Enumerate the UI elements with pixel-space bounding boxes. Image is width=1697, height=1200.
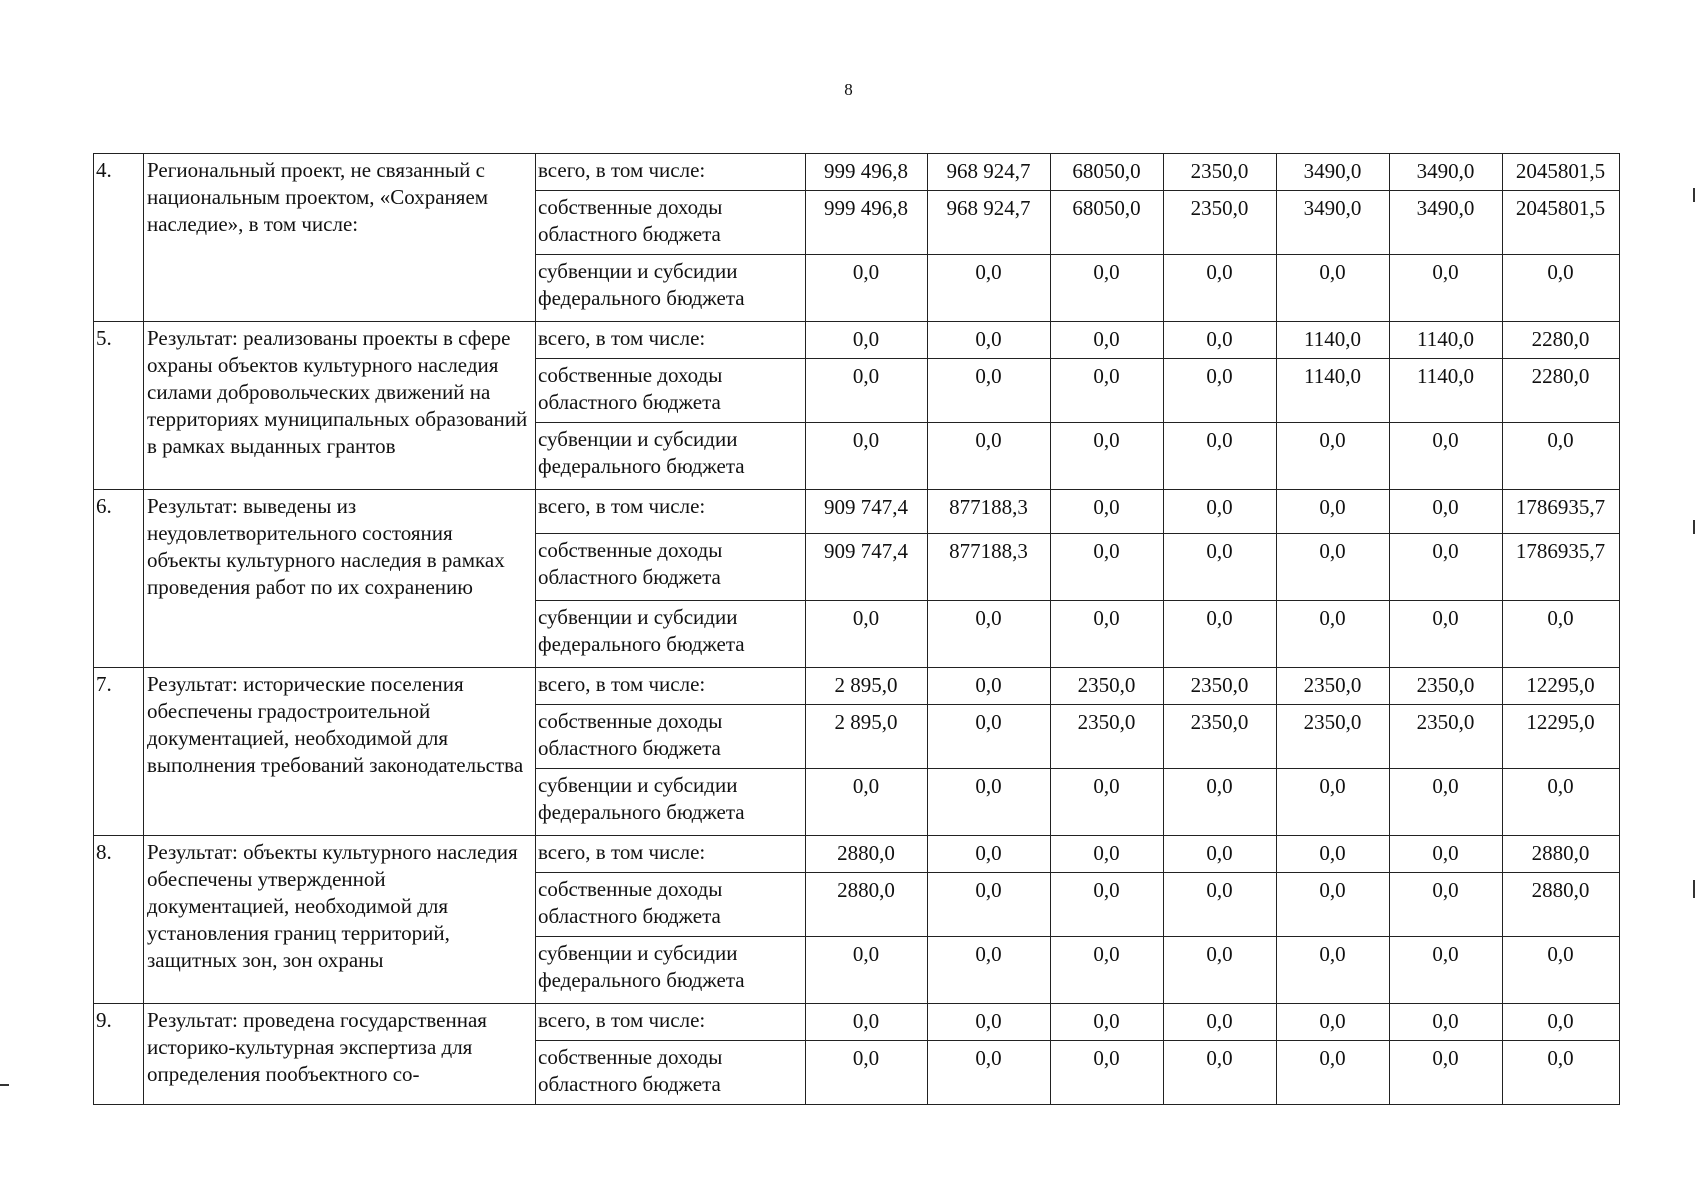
amount-cell: 3490,0 (1390, 154, 1503, 191)
amount-cell: 0,0 (1164, 1041, 1277, 1105)
amount-cell: 2 895,0 (806, 668, 928, 705)
amount-cell: 0,0 (928, 1004, 1051, 1041)
amount-cell: 0,0 (1164, 601, 1277, 668)
table-row (94, 836, 1620, 873)
amount-cell: 999 496,8 (806, 191, 928, 255)
amount-cell: 2350,0 (1164, 191, 1277, 255)
amount-cell: 0,0 (1164, 937, 1277, 1004)
amount-cell: 2350,0 (1277, 705, 1390, 769)
amount-cell: 2350,0 (1277, 668, 1390, 705)
funding-source: субвенции и субсидии федерального бюджета (536, 769, 806, 836)
amount-cell: 0,0 (1164, 769, 1277, 836)
amount-cell: 68050,0 (1051, 154, 1164, 191)
amount-cell: 0,0 (1051, 836, 1164, 873)
amount-cell: 0,0 (1390, 1041, 1503, 1105)
margin-mark (0, 1084, 9, 1086)
amount-cell: 1786935,7 (1503, 534, 1620, 601)
funding-source: собственные доходы областного бюджета (536, 534, 806, 601)
funding-source: субвенции и субсидии федерального бюджета (536, 255, 806, 322)
amount-cell: 0,0 (1051, 359, 1164, 423)
amount-cell: 0,0 (1390, 873, 1503, 937)
margin-mark (1693, 520, 1695, 534)
amount-cell: 0,0 (928, 937, 1051, 1004)
amount-cell: 0,0 (928, 423, 1051, 490)
funding-source: собственные доходы областного бюджета (536, 359, 806, 423)
amount-cell: 0,0 (1051, 873, 1164, 937)
amount-cell: 0,0 (1051, 255, 1164, 322)
row-number: 6. (94, 490, 144, 668)
funding-source: всего, в том числе: (536, 154, 806, 191)
funding-source: всего, в том числе: (536, 836, 806, 873)
row-number: 9. (94, 1004, 144, 1105)
amount-cell: 0,0 (1164, 873, 1277, 937)
amount-cell: 999 496,8 (806, 154, 928, 191)
amount-cell: 0,0 (806, 769, 928, 836)
amount-cell: 2045801,5 (1503, 154, 1620, 191)
funding-source: субвенции и субсидии федерального бюджета (536, 937, 806, 1004)
amount-cell: 0,0 (1390, 836, 1503, 873)
amount-cell: 877188,3 (928, 490, 1051, 534)
row-description: Результат: объекты культурного наследия обеспечены утвержденной документацией, необходимой для установления границ территорий, защитных зон, зон охраны (144, 836, 536, 1004)
amount-cell: 0,0 (928, 1041, 1051, 1105)
table-row (94, 322, 1620, 359)
amount-cell: 0,0 (1277, 534, 1390, 601)
amount-cell: 0,0 (1164, 255, 1277, 322)
amount-cell: 2350,0 (1164, 705, 1277, 769)
amount-cell: 0,0 (806, 1004, 928, 1041)
amount-cell: 0,0 (1503, 423, 1620, 490)
margin-mark (1693, 880, 1695, 898)
amount-cell: 0,0 (1277, 836, 1390, 873)
amount-cell: 2880,0 (1503, 873, 1620, 937)
amount-cell: 0,0 (928, 836, 1051, 873)
amount-cell: 0,0 (1277, 873, 1390, 937)
amount-cell: 877188,3 (928, 534, 1051, 601)
amount-cell: 2880,0 (806, 836, 928, 873)
amount-cell: 0,0 (1390, 769, 1503, 836)
page-number: 8 (844, 80, 853, 99)
amount-cell: 0,0 (1051, 534, 1164, 601)
amount-cell: 0,0 (1051, 490, 1164, 534)
table-row (94, 154, 1620, 191)
row-number: 8. (94, 836, 144, 1004)
amount-cell: 0,0 (1051, 1004, 1164, 1041)
amount-cell: 909 747,4 (806, 534, 928, 601)
table-row (94, 1004, 1620, 1041)
amount-cell: 0,0 (1503, 601, 1620, 668)
amount-cell: 2880,0 (806, 873, 928, 937)
amount-cell: 0,0 (1051, 769, 1164, 836)
amount-cell: 2350,0 (1390, 705, 1503, 769)
amount-cell: 0,0 (806, 322, 928, 359)
amount-cell: 3490,0 (1277, 191, 1390, 255)
amount-cell: 2350,0 (1164, 668, 1277, 705)
amount-cell: 2280,0 (1503, 322, 1620, 359)
amount-cell: 0,0 (928, 359, 1051, 423)
amount-cell: 0,0 (806, 1041, 928, 1105)
row-number: 7. (94, 668, 144, 836)
amount-cell: 3490,0 (1390, 191, 1503, 255)
amount-cell: 909 747,4 (806, 490, 928, 534)
amount-cell: 2350,0 (1164, 154, 1277, 191)
amount-cell: 12295,0 (1503, 705, 1620, 769)
funding-source: собственные доходы областного бюджета (536, 873, 806, 937)
amount-cell: 0,0 (1390, 1004, 1503, 1041)
amount-cell: 1140,0 (1277, 322, 1390, 359)
funding-source: субвенции и субсидии федерального бюджета (536, 601, 806, 668)
amount-cell: 0,0 (1277, 1004, 1390, 1041)
table-row (94, 668, 1620, 705)
funding-source: всего, в том числе: (536, 1004, 806, 1041)
amount-cell: 0,0 (1164, 836, 1277, 873)
amount-cell: 3490,0 (1277, 154, 1390, 191)
amount-cell: 0,0 (1277, 1041, 1390, 1105)
funding-source: всего, в том числе: (536, 322, 806, 359)
amount-cell: 0,0 (1390, 601, 1503, 668)
amount-cell: 0,0 (928, 705, 1051, 769)
amount-cell: 0,0 (1390, 423, 1503, 490)
row-number: 4. (94, 154, 144, 322)
amount-cell: 968 924,7 (928, 191, 1051, 255)
amount-cell: 12295,0 (1503, 668, 1620, 705)
amount-cell: 0,0 (1503, 1004, 1620, 1041)
amount-cell: 0,0 (1503, 1041, 1620, 1105)
amount-cell: 0,0 (806, 255, 928, 322)
amount-cell: 0,0 (928, 769, 1051, 836)
amount-cell: 0,0 (1164, 322, 1277, 359)
amount-cell: 0,0 (1503, 255, 1620, 322)
amount-cell: 0,0 (806, 937, 928, 1004)
amount-cell: 0,0 (1277, 769, 1390, 836)
funding-source: субвенции и субсидии федерального бюджета (536, 423, 806, 490)
amount-cell: 0,0 (1277, 937, 1390, 1004)
amount-cell: 1140,0 (1390, 322, 1503, 359)
funding-source: всего, в том числе: (536, 668, 806, 705)
amount-cell: 0,0 (1164, 534, 1277, 601)
amount-cell: 2 895,0 (806, 705, 928, 769)
funding-source: собственные доходы областного бюджета (536, 705, 806, 769)
table-row (94, 490, 1620, 534)
funding-source: всего, в том числе: (536, 490, 806, 534)
amount-cell: 0,0 (1051, 601, 1164, 668)
amount-cell: 0,0 (1051, 322, 1164, 359)
amount-cell: 0,0 (1503, 937, 1620, 1004)
amount-cell: 1140,0 (1277, 359, 1390, 423)
row-description: Результат: выведены из неудовлетворительного состояния объекты культурного наследия в рамках проведения работ по их сохранению (144, 490, 536, 668)
row-description: Результат: исторические поселения обеспечены градостроительной документацией, необходимой для выполнения требований законодательства (144, 668, 536, 836)
amount-cell: 0,0 (1277, 490, 1390, 534)
amount-cell: 0,0 (1051, 423, 1164, 490)
amount-cell: 0,0 (928, 601, 1051, 668)
amount-cell: 1140,0 (1390, 359, 1503, 423)
amount-cell: 0,0 (806, 423, 928, 490)
amount-cell: 0,0 (1390, 534, 1503, 601)
funding-source: собственные доходы областного бюджета (536, 1041, 806, 1105)
amount-cell: 0,0 (1277, 601, 1390, 668)
amount-cell: 2350,0 (1390, 668, 1503, 705)
amount-cell: 0,0 (1390, 255, 1503, 322)
amount-cell: 0,0 (1164, 423, 1277, 490)
amount-cell: 0,0 (1164, 490, 1277, 534)
amount-cell: 2880,0 (1503, 836, 1620, 873)
amount-cell: 968 924,7 (928, 154, 1051, 191)
amount-cell: 0,0 (1503, 769, 1620, 836)
margin-mark (1693, 188, 1695, 202)
row-description: Результат: реализованы проекты в сфере охраны объектов культурного наследия силами добровольческих движений на территориях муниципальных образований в рамках выданных грантов (144, 322, 536, 490)
amount-cell: 68050,0 (1051, 191, 1164, 255)
amount-cell: 2280,0 (1503, 359, 1620, 423)
amount-cell: 2350,0 (1051, 705, 1164, 769)
amount-cell: 0,0 (1164, 359, 1277, 423)
table-body (94, 154, 1620, 1105)
amount-cell: 2045801,5 (1503, 191, 1620, 255)
amount-cell: 0,0 (928, 322, 1051, 359)
amount-cell: 0,0 (1390, 937, 1503, 1004)
amount-cell: 0,0 (928, 668, 1051, 705)
amount-cell: 0,0 (1164, 1004, 1277, 1041)
row-description: Результат: проведена государственная историко-культурная экспертиза для определения пообъектного со- (144, 1004, 536, 1105)
funding-source: собственные доходы областного бюджета (536, 191, 806, 255)
amount-cell: 0,0 (1051, 937, 1164, 1004)
amount-cell: 0,0 (1277, 423, 1390, 490)
amount-cell: 0,0 (928, 255, 1051, 322)
amount-cell: 0,0 (1390, 490, 1503, 534)
amount-cell: 0,0 (806, 601, 928, 668)
amount-cell: 0,0 (1051, 1041, 1164, 1105)
amount-cell: 0,0 (806, 359, 928, 423)
budget-table (93, 153, 1620, 1105)
row-description: Региональный проект, не связанный с национальным проектом, «Сохраняем наследие», в том числе: (144, 154, 536, 322)
amount-cell: 0,0 (928, 873, 1051, 937)
amount-cell: 1786935,7 (1503, 490, 1620, 534)
row-number: 5. (94, 322, 144, 490)
amount-cell: 2350,0 (1051, 668, 1164, 705)
amount-cell: 0,0 (1277, 255, 1390, 322)
